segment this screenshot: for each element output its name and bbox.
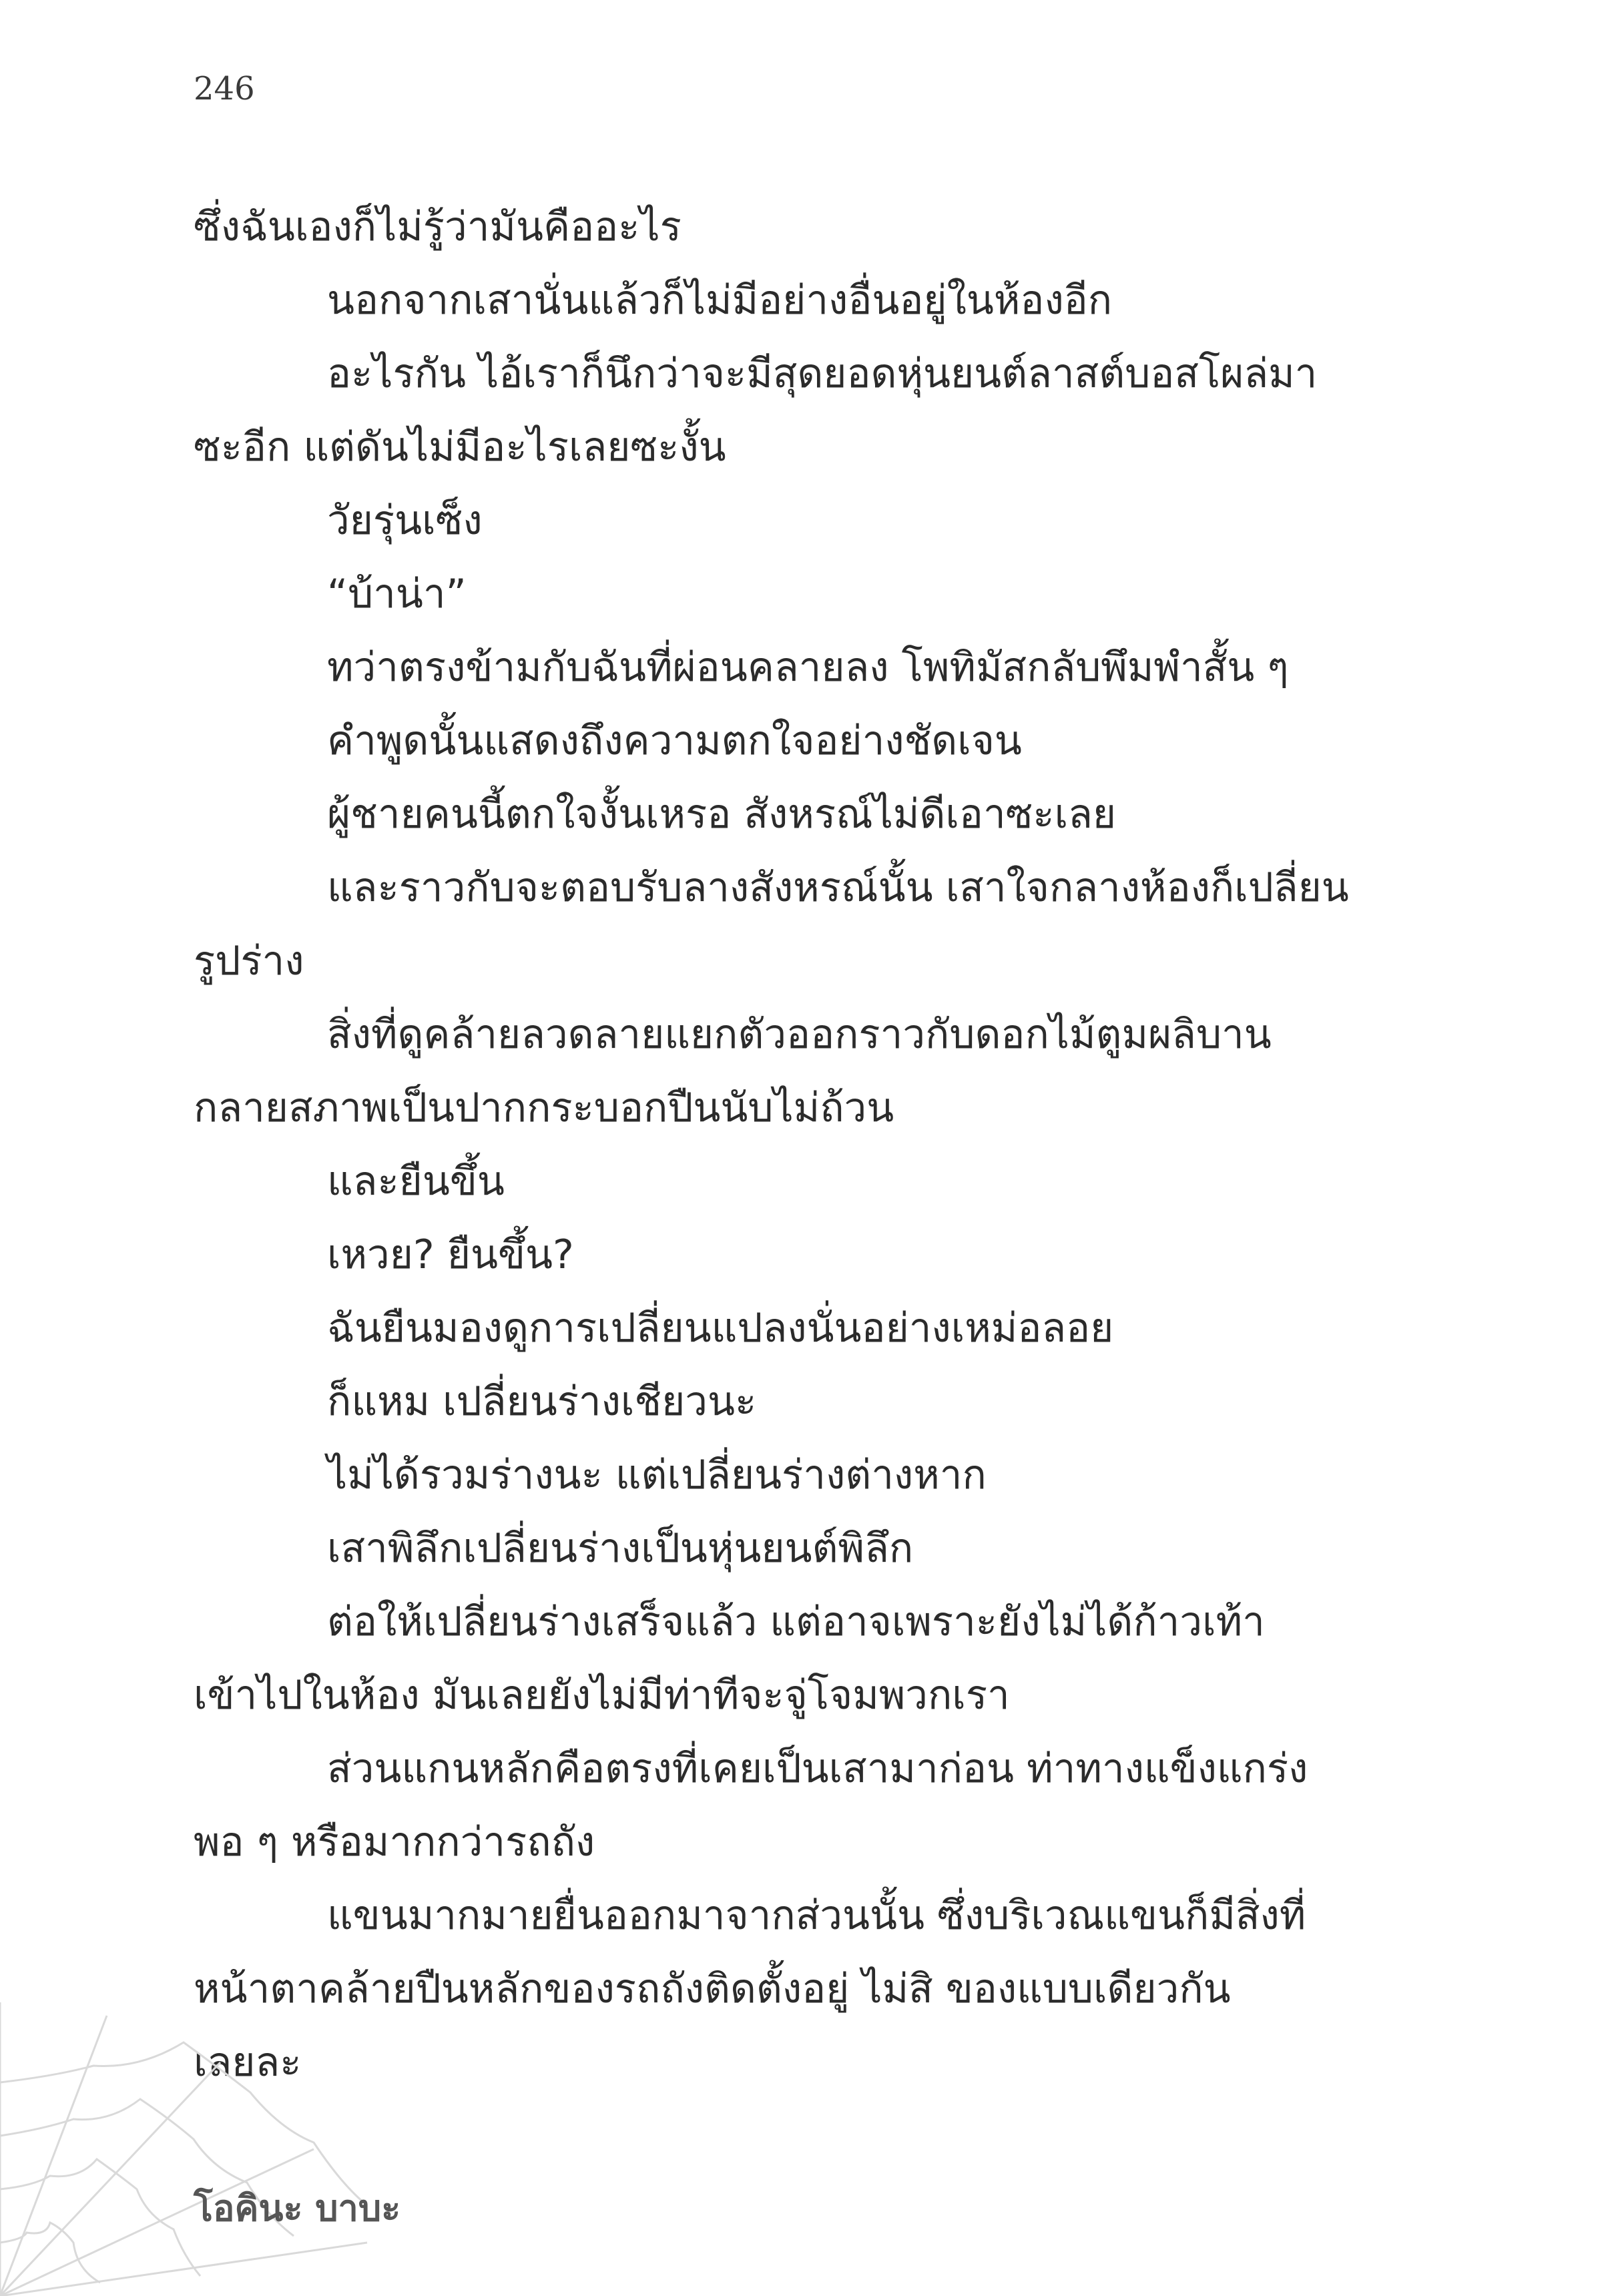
text-line: ก็แหม เปลี่ยนร่างเชียวนะ (327, 1378, 757, 1425)
text-line: ส่วนแกนหลักคือตรงที่เคยเป็นเสามาก่อน ท่าทางแข็งแกร่ง (327, 1745, 1308, 1792)
text-line: ต่อให้เปลี่ยนร่างเสร็จแล้ว แต่อาจเพราะยังไม่ได้ก้าวเท้า (327, 1599, 1265, 1645)
text-line: เหวย? ยืนขึ้น? (327, 1231, 574, 1278)
text-line: ไม่ได้รวมร่างนะ แต่เปลี่ยนร่างต่างหาก (327, 1452, 987, 1498)
text-line: อะไรกัน ไอ้เราก็นึกว่าจะมีสุดยอดหุ่นยนต์ลาสต์บอสโผล่มา (327, 350, 1318, 397)
text-line: นอกจากเสานั่นแล้วก็ไม่มีอย่างอื่นอยู่ในห้องอีก (327, 277, 1113, 324)
text-line: และราวกับจะตอบรับลางสังหรณ์นั้น เสาใจกลางห้องก็เปลี่ยน (327, 864, 1349, 911)
text-line: ซะอีก แต่ดันไม่มีอะไรเลยซะงั้น (194, 424, 726, 471)
spider-web-decoration (0, 1976, 374, 2296)
text-line: เลยละ (194, 2039, 302, 2086)
text-line: เสาพิลึกเปลี่ยนร่างเป็นหุ่นยนต์พิลึก (327, 1525, 914, 1572)
body-text (194, 190, 1375, 2099)
text-line: หน้าตาคล้ายปืนหลักของรถถังติดตั้งอยู่ ไม่สิ ของแบบเดียวกัน (194, 1966, 1231, 2012)
text-line: ซึ่งฉันเองก็ไม่รู้ว่ามันคืออะไร (194, 204, 682, 250)
text-line: ฉันยืนมองดูการเปลี่ยนแปลงนั่นอย่างเหม่อลอย (327, 1305, 1114, 1352)
page-number: 246 (194, 70, 255, 107)
text-line: แขนมากมายยื่นออกมาจากส่วนนั้น ซึ่งบริเวณแขนก็มีสิ่งที่ (327, 1892, 1306, 1939)
text-line: กลายสภาพเป็นปากกระบอกปืนนับไม่ถ้วน (194, 1085, 894, 1131)
text-line: และยืนขึ้น (327, 1158, 505, 1205)
text-line: วัยรุ่นเซ็ง (327, 497, 483, 544)
footer-author: โอคินะ บาบะ (194, 2187, 401, 2229)
text-line: ผู้ชายคนนี้ตกใจงั้นเหรอ สังหรณ์ไม่ดีเอาซะเลย (327, 791, 1117, 838)
text-line: “บ้าน่า” (327, 571, 467, 617)
text-line: คำพูดนั้นแสดงถึงความตกใจอย่างชัดเจน (327, 718, 1022, 764)
text-line: สิ่งที่ดูคล้ายลวดลายแยกตัวออกราวกับดอกไม้ตูมผลิบาน (327, 1011, 1272, 1058)
text-line: รูปร่าง (194, 938, 304, 984)
text-line: เข้าไปในห้อง มันเลยยังไม่มีท่าทีจะจู่โจมพวกเรา (194, 1672, 1010, 1719)
text-line: ทว่าตรงข้ามกับฉันที่ผ่อนคลายลง โพทิมัสกลับพึมพำสั้น ๆ (327, 644, 1289, 691)
text-line: พอ ๆ หรือมากกว่ารถถัง (194, 1819, 595, 1866)
